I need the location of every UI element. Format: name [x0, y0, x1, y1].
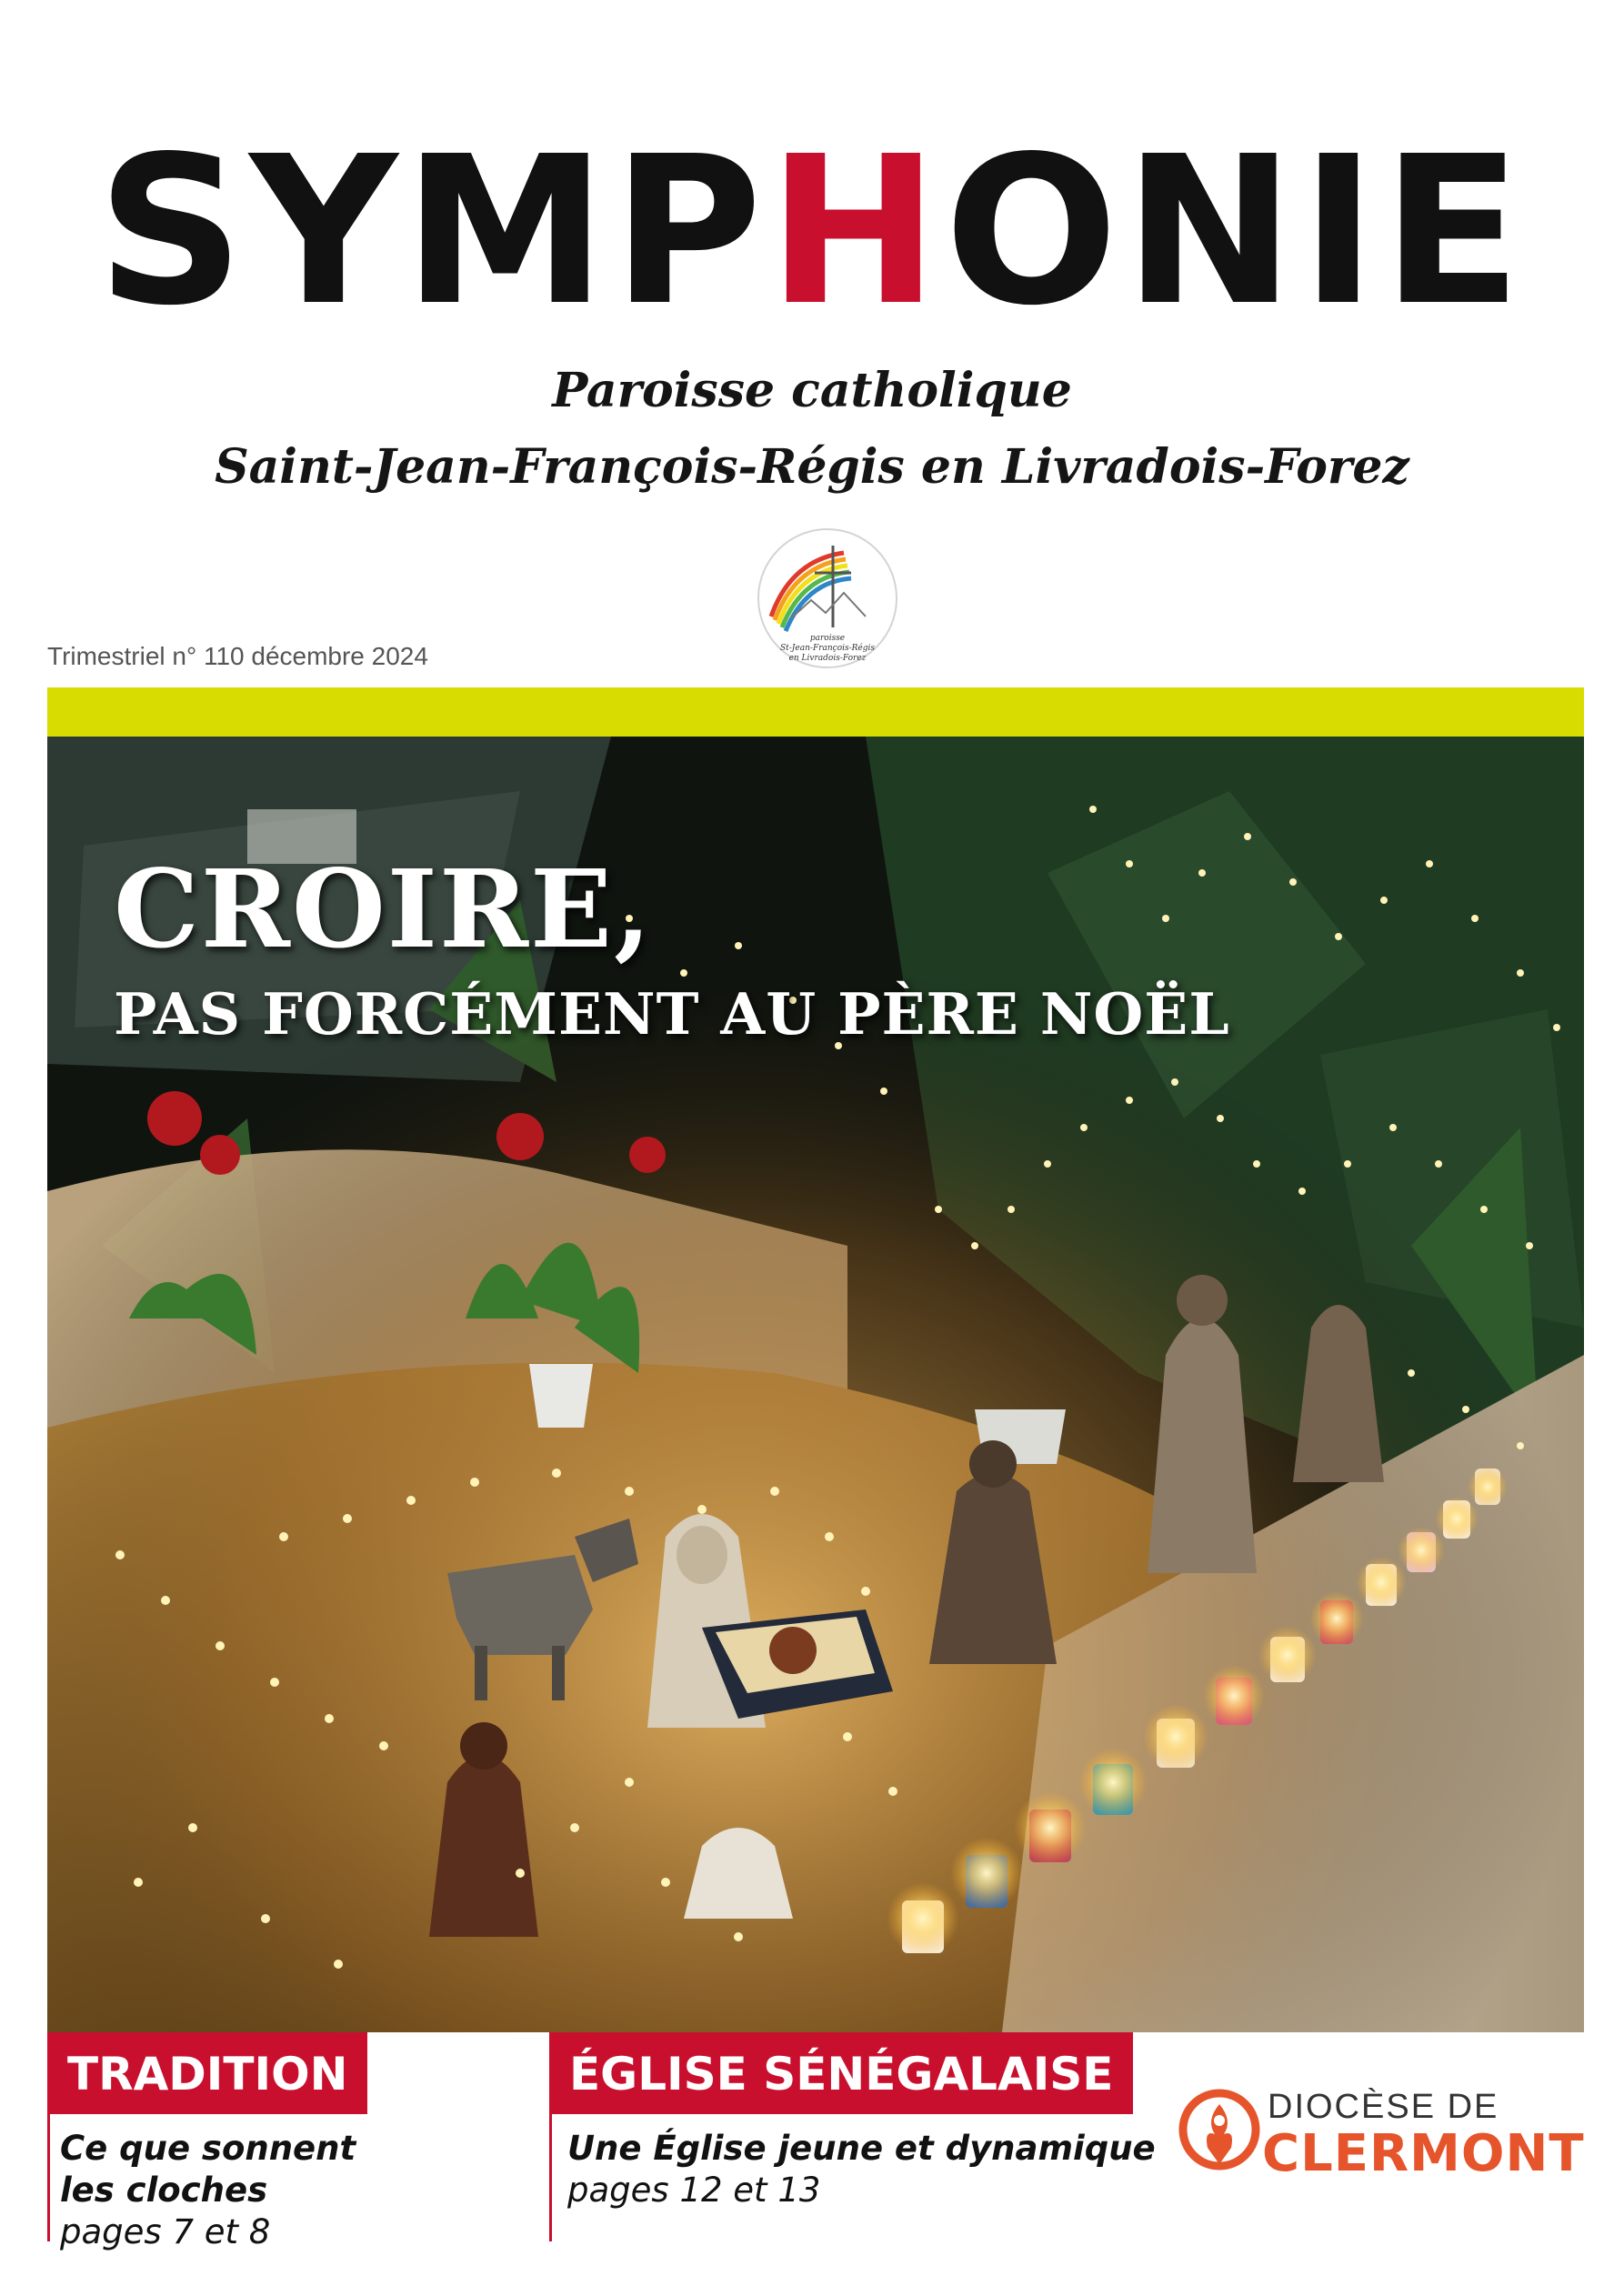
title-highlight-letter: H [767, 113, 945, 351]
rubric-2-label: ÉGLISE SÉNÉGALAISE [549, 2032, 1133, 2114]
rubric-1-title-line2: les cloches [60, 2171, 268, 2210]
magazine-title [0, 113, 1624, 351]
rubric-1-text [60, 2128, 356, 2253]
rubric-2-text [567, 2128, 1156, 2211]
diocese-line1: DIOCÈSE DE [1268, 2088, 1499, 2126]
rubric-1-title-line1: Ce que sonnent [60, 2129, 356, 2168]
rubric-2-title-line1: Une Église jeune et dynamique [567, 2129, 1156, 2168]
diocese-flame-logo [1178, 2084, 1260, 2175]
parish-subtitle-line1: Paroisse catholique [552, 363, 1072, 418]
logo-text-line3: en Livradois-Forez [788, 654, 867, 663]
logo-text-line1: paroisse [809, 634, 846, 643]
accent-bar [47, 687, 1584, 737]
rainbow-cross-logo [755, 526, 900, 671]
rubric-2-pages: pages 12 et 13 [567, 2171, 821, 2210]
parish-subtitle-line2: Saint-Jean-François-Régis en Livradois-Forez [215, 439, 1409, 495]
diocese-line2: CLERMONT [1262, 2124, 1585, 2183]
cover-headline: CROIRE, [114, 846, 654, 972]
cover-headline-sub: PAS FORCÉMENT AU PÈRE NOËL [114, 980, 1230, 1048]
rubric-1-label: TRADITION [47, 2032, 367, 2114]
title-part-2: ONIE [944, 113, 1528, 351]
rubric-1-pages: pages 7 et 8 [60, 2212, 271, 2251]
title-part-1: SYMP [96, 113, 768, 351]
issue-info: Trimestriel n° 110 décembre 2024 [47, 642, 428, 670]
logo-text-line2: St-Jean-François-Régis [779, 644, 876, 653]
diocese-logo [1178, 2080, 1585, 2190]
